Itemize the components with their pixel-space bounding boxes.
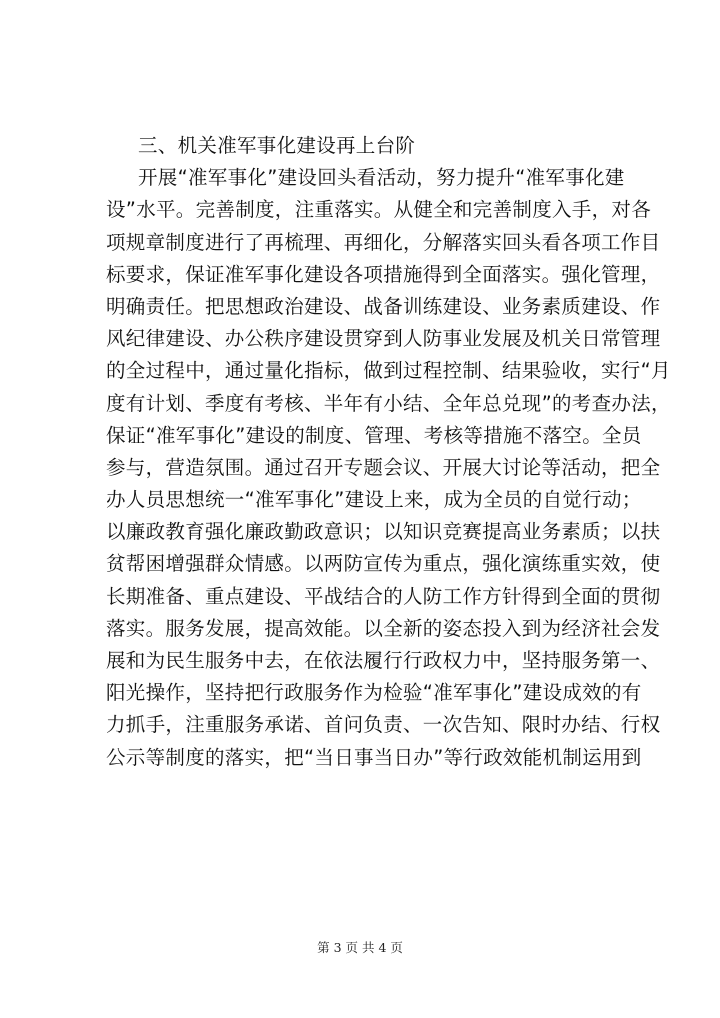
paragraph-line-5: 明确责任。把思想政治建设、战备训练建设、业务素质建设、作 — [106, 294, 661, 318]
paragraph-line-6: 风纪律建设、办公秩序建设贯穿到人防事业发展及机关日常管理 — [106, 327, 661, 351]
paragraph-line-16: 展和为民生服务中去，在依法履行行政权力中，坚持服务第一、 — [106, 649, 661, 672]
page-number-footer: 第 3 页 共 4 页 — [317, 940, 403, 955]
paragraph-line-13: 贫帮困增强群众情感。以两防宣传为重点，强化演练重实效，使 — [106, 552, 661, 576]
paragraph-line-1: 开展“准军事化”建设回头看活动，努力提升“准军事化建 — [138, 166, 625, 190]
paragraph-line-17: 阳光操作，坚持把行政服务作为检验“准军事化”建设成效的有 — [106, 681, 642, 705]
paragraph-line-11: 办人员思想统一“准军事化”建设上来，成为全员的自觉行动； — [106, 488, 642, 512]
paragraph-line-2: 设”水平。完善制度，注重落实。从健全和完善制度入手，对各 — [106, 198, 652, 222]
paragraph-line-18: 力抓手，注重服务承诺、首问负责、一次告知、限时办结、行权 — [106, 713, 661, 737]
section-heading: 三、机关准军事化建设再上台阶 — [138, 134, 416, 157]
paragraph-line-8: 度有计划、季度有考核、半年有小结、全年总兑现”的考查办法， — [106, 391, 671, 415]
paragraph-line-9: 保证“准军事化”建设的制度、管理、考核等措施不落空。全员 — [106, 423, 642, 447]
paragraph-line-14: 长期准备、重点建设、平战结合的人防工作方针得到全面的贯彻 — [106, 584, 661, 608]
document-body — [106, 130, 671, 774]
paragraph-line-12: 以廉政教育强化廉政勤政意识；以知识竞赛提高业务素质；以扶 — [106, 520, 661, 544]
paragraph-line-10: 参与，营造氛围。通过召开专题会议、开展大讨论等活动，把全 — [106, 455, 661, 479]
paragraph-line-4: 标要求，保证准军事化建设各项措施得到全面落实。强化管理， — [106, 262, 661, 286]
paragraph-line-15: 落实。服务发展，提高效能。以全新的姿态投入到为经济社会发 — [106, 616, 661, 640]
paragraph-line-7: 的全过程中，通过量化指标，做到过程控制、结果验收，实行“月 — [106, 359, 671, 383]
paragraph-line-3: 项规章制度进行了再梳理、再细化，分解落实回头看各项工作目 — [106, 230, 661, 254]
paragraph-line-19: 公示等制度的落实，把“当日事当日办”等行政效能机制运用到 — [106, 745, 642, 769]
